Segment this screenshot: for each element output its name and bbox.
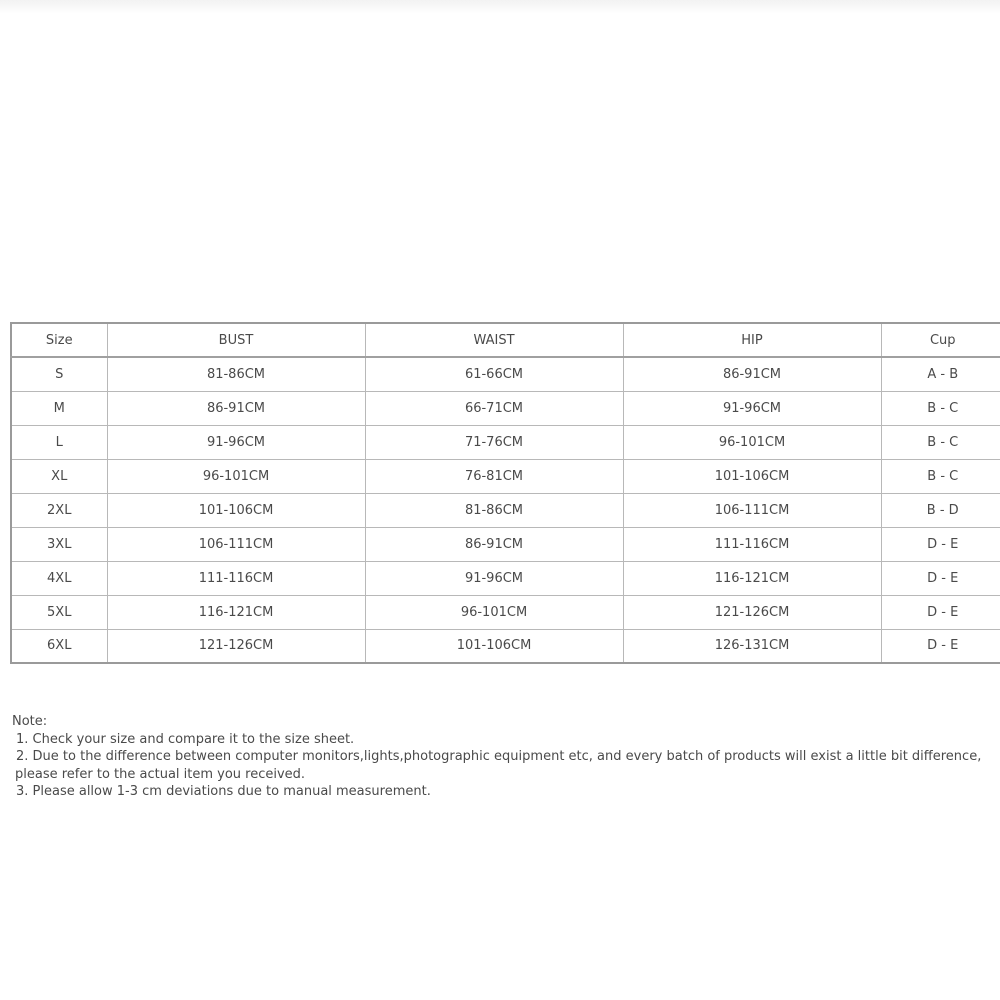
bust-cell: 116-121CM xyxy=(107,595,365,629)
bust-cell: 106-111CM xyxy=(107,527,365,561)
note-item-2-continued: please refer to the actual item you received. xyxy=(15,766,306,782)
size-cell: 3XL xyxy=(11,527,107,561)
table-row xyxy=(11,425,1000,459)
size-chart-table xyxy=(10,322,1000,664)
table-row xyxy=(11,527,1000,561)
size-cell: 2XL xyxy=(11,493,107,527)
table-row xyxy=(11,595,1000,629)
bust-cell: 111-116CM xyxy=(107,561,365,595)
cup-cell: B - C xyxy=(881,391,1000,425)
column-header-hip: HIP xyxy=(623,323,881,357)
table-row xyxy=(11,357,1000,391)
column-header-cup: Cup xyxy=(881,323,1000,357)
column-header-waist: WAIST xyxy=(365,323,623,357)
bust-cell: 91-96CM xyxy=(107,425,365,459)
table-row xyxy=(11,561,1000,595)
hip-cell: 126-131CM xyxy=(623,629,881,663)
cup-cell: D - E xyxy=(881,561,1000,595)
hip-cell: 91-96CM xyxy=(623,391,881,425)
bust-cell: 81-86CM xyxy=(107,357,365,391)
table-header-row xyxy=(11,323,1000,357)
hip-cell: 121-126CM xyxy=(623,595,881,629)
notes-heading: Note: xyxy=(12,714,48,729)
waist-cell: 101-106CM xyxy=(365,629,623,663)
table-row xyxy=(11,493,1000,527)
cup-cell: B - D xyxy=(881,493,1000,527)
hip-cell: 96-101CM xyxy=(623,425,881,459)
size-cell: 4XL xyxy=(11,561,107,595)
bust-cell: 121-126CM xyxy=(107,629,365,663)
column-header-bust: BUST xyxy=(107,323,365,357)
cup-cell: A - B xyxy=(881,357,1000,391)
note-item-3: 3. Please allow 1-3 cm deviations due to manual measurement. xyxy=(16,784,431,799)
size-cell: S xyxy=(11,357,107,391)
waist-cell: 76-81CM xyxy=(365,459,623,493)
size-cell: XL xyxy=(11,459,107,493)
size-cell: 6XL xyxy=(11,629,107,663)
size-cell: L xyxy=(11,425,107,459)
waist-cell: 91-96CM xyxy=(365,561,623,595)
waist-cell: 61-66CM xyxy=(365,357,623,391)
cup-cell: B - C xyxy=(881,459,1000,493)
table-row xyxy=(11,391,1000,425)
waist-cell: 96-101CM xyxy=(365,595,623,629)
table-row xyxy=(11,629,1000,663)
size-cell: M xyxy=(11,391,107,425)
notes-section xyxy=(12,713,997,801)
bust-cell: 101-106CM xyxy=(107,493,365,527)
hip-cell: 111-116CM xyxy=(623,527,881,561)
column-header-size: Size xyxy=(11,323,107,357)
bust-cell: 96-101CM xyxy=(107,459,365,493)
hip-cell: 116-121CM xyxy=(623,561,881,595)
table-row xyxy=(11,459,1000,493)
note-item-1: 1. Check your size and compare it to the size sheet. xyxy=(16,731,355,747)
waist-cell: 86-91CM xyxy=(365,527,623,561)
waist-cell: 66-71CM xyxy=(365,391,623,425)
hip-cell: 106-111CM xyxy=(623,493,881,527)
size-cell: 5XL xyxy=(11,595,107,629)
cup-cell: B - C xyxy=(881,425,1000,459)
cup-cell: D - E xyxy=(881,595,1000,629)
hip-cell: 86-91CM xyxy=(623,357,881,391)
waist-cell: 71-76CM xyxy=(365,425,623,459)
waist-cell: 81-86CM xyxy=(365,493,623,527)
top-edge-shade xyxy=(0,0,1000,14)
hip-cell: 101-106CM xyxy=(623,459,881,493)
note-item-2: 2. Due to the difference between computer monitors,lights,photographic equipment etc, and every batch of products will exist a little bit difference, xyxy=(16,749,982,764)
cup-cell: D - E xyxy=(881,527,1000,561)
bust-cell: 86-91CM xyxy=(107,391,365,425)
cup-cell: D - E xyxy=(881,629,1000,663)
